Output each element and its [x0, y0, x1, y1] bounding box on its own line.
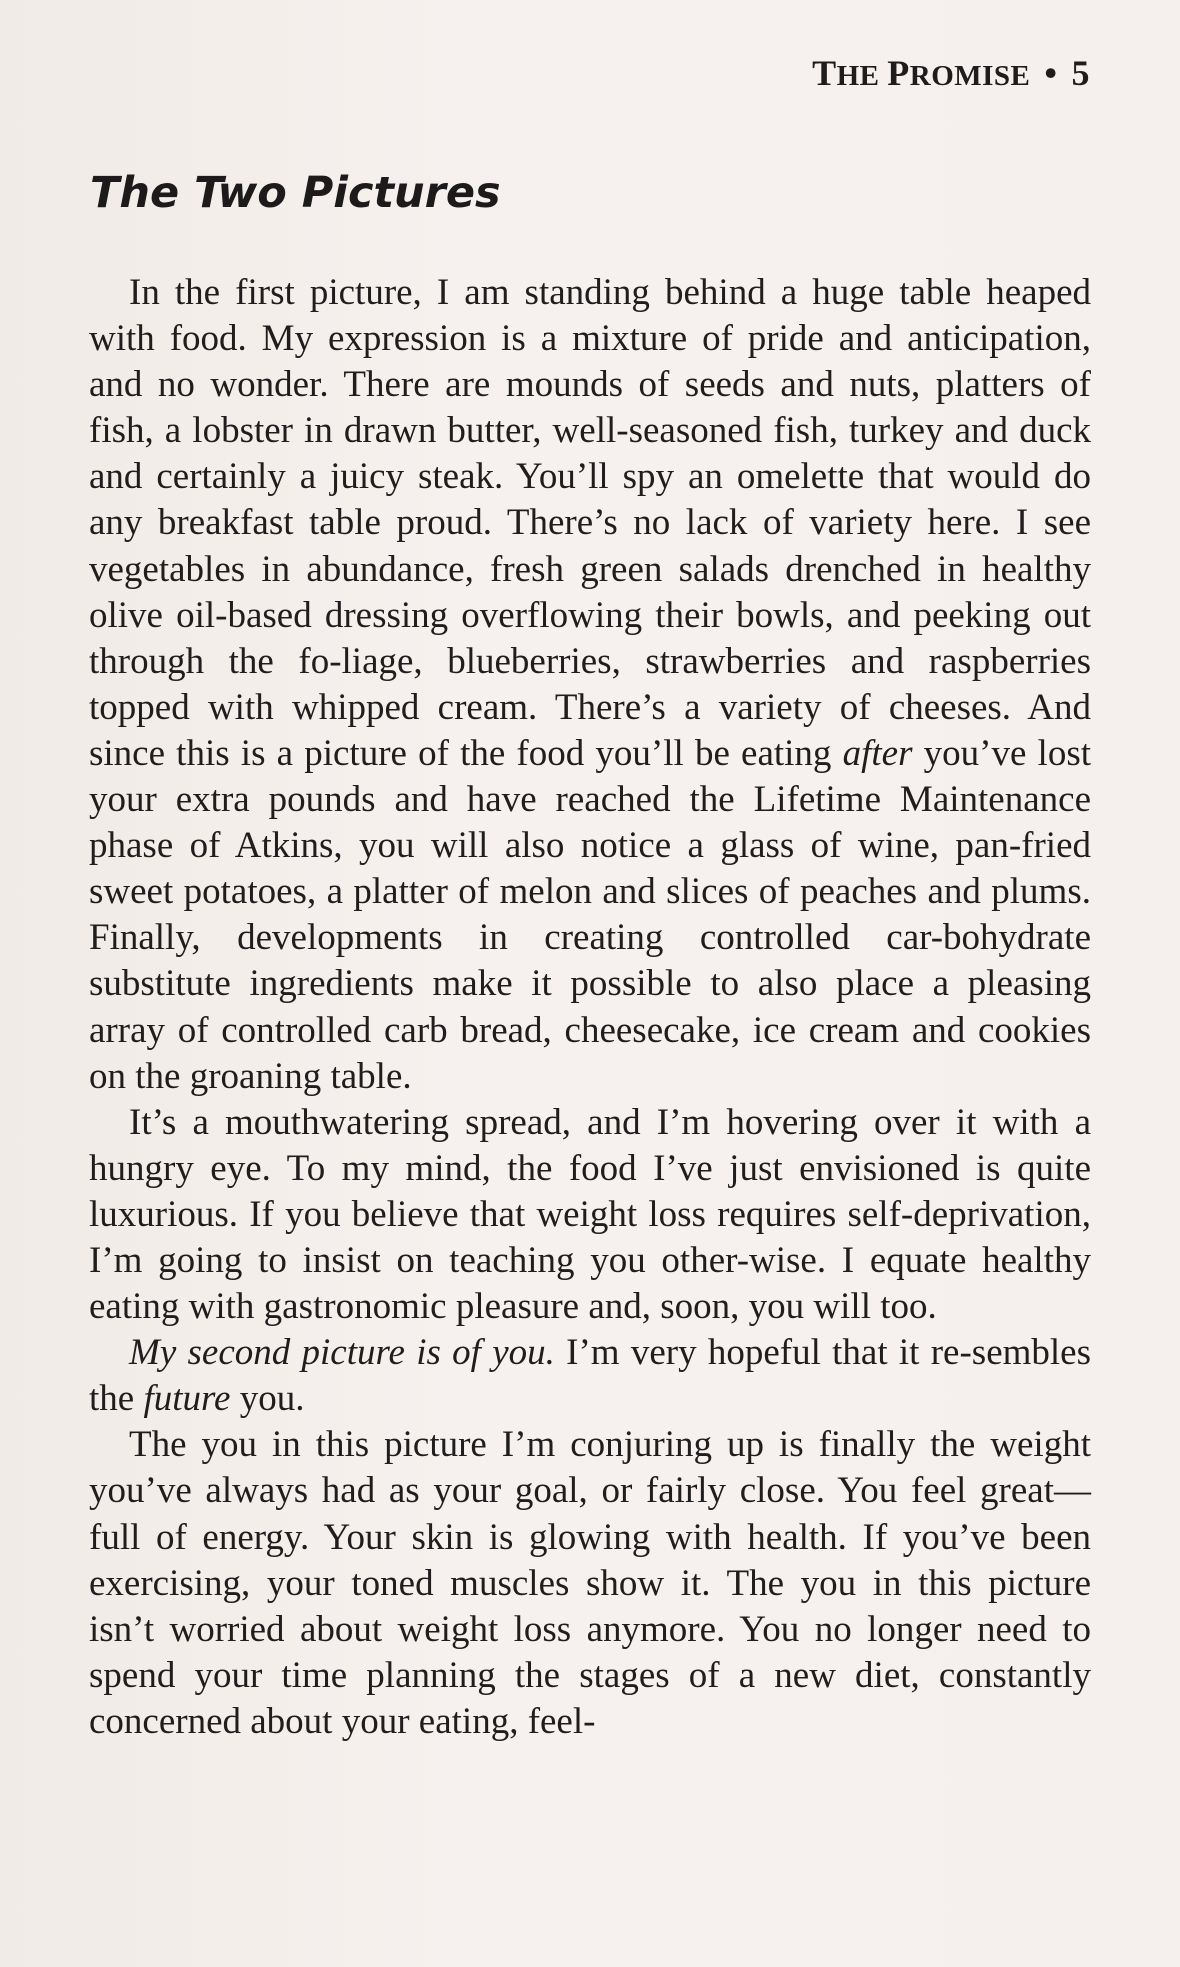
running-head-cap-2: P [887, 53, 910, 93]
running-head-rest-2: ROMISE [909, 60, 1031, 92]
paragraph-3-middle: I’m very hopeful that it re-sembles the [89, 1332, 1091, 1420]
paragraph-3-emphasis-2: future [143, 1378, 231, 1420]
paragraph-3 [89, 1330, 1091, 1422]
running-head-cap-1: T [812, 53, 837, 93]
body-text [89, 270, 1091, 1745]
paragraph-1-end: you’ve lost your extra pounds and have reached the Lifetime Maintenance phase of Atkins, you will also notice a glass of wine, pan-fried sweet potatoes, a platter of melon and slices of peaches and plums. Finally, developments in creating controlled car-bohydrate substitute ingredients make it possible to also place a pleasing array of controlled carb bread, cheesecake, ice cream and cookies on the groaning table. [89, 732, 1091, 1097]
section-title: The Two Pictures [90, 168, 501, 218]
paragraph-1-emphasis: after [842, 732, 913, 774]
running-head-bullet: • [1044, 53, 1058, 93]
paragraph-3-end: you. [230, 1378, 305, 1420]
paragraph-4: The you in this picture I’m conjuring up is finally the weight you’ve always had as your goal, or fairly close. You feel great—full of energy. Your skin is glowing with health. If you’ve been exercising, your toned muscles show it. The you in this picture isn’t worried about weight loss anymore. You no longer need to spend your time planning the stages of a new diet, constantly concerned about your eating, feel- [89, 1424, 1091, 1742]
paragraph-2: It’s a mouthwatering spread, and I’m hovering over it with a hungry eye. To my mind, the food I’ve just envisioned is quite luxurious. If you believe that weight loss requires self-deprivation, I’m going to insist on teaching you other-wise. I equate healthy eating with gastronomic pleasure and, soon, you will too. [89, 1101, 1091, 1328]
paragraph-1-text: In the first picture, I am standing behind a huge table heaped with food. My expression is a mixture of pride and anticipation, and no wonder. There are mounds of seeds and nuts, platters of fish, a lobster in drawn butter, well-seasoned fish, turkey and duck and certainly a juicy steak. You’ll spy an omelette that would do any breakfast table proud. There’s no lack of variety here. I see vegetables in abundance, fresh green salads drenched in healthy olive oil-based dressing overflowing their bowls, and peeking out through the fo-liage, blueberries, strawberries and raspberries topped with whipped cream. There’s a variety of cheeses. And since this is a picture of the food you’ll be eating [89, 272, 1091, 774]
page-number: 5 [1071, 53, 1090, 93]
running-head [812, 52, 1090, 94]
running-head-rest-1: HE [836, 60, 888, 92]
paragraph-3-emphasis: My second picture is of you. [129, 1332, 555, 1374]
paragraph-1 [89, 270, 1091, 1100]
